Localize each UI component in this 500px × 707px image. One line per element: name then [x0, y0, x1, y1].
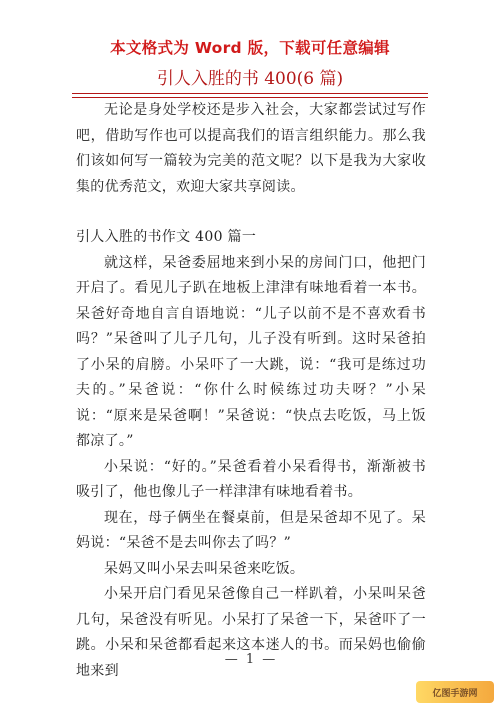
- page-dash-left: —: [224, 652, 238, 667]
- document-title: 引人入胜的书 400(6 篇): [156, 69, 344, 89]
- download-banner: 本文格式为 Word 版，下载可任意编辑: [110, 39, 390, 57]
- section-heading: 引人入胜的书作文 400 篇一: [76, 229, 257, 245]
- body-paragraph: 现在，母子俩坐在餐桌前，但是呆爸却不见了。呆妈说：“呆爸不是去叫你去了吗？”: [76, 509, 426, 551]
- watermark-logo: [416, 681, 494, 703]
- page-dash-right: —: [262, 652, 276, 667]
- body-paragraph: 呆妈又叫小呆去叫呆爸来吃饭。: [104, 560, 305, 577]
- paragraph-gap: [76, 200, 426, 225]
- body-paragraph: 小呆开启门看见呆爸像自己一样趴着，小呆叫呆爸几句，呆爸没有听见。小呆打了呆爸一下，呆爸吓了一跳。小呆和呆爸都看起来这本迷人的书。而呆妈也偷偷地来到: [76, 586, 426, 679]
- page-footer: [0, 652, 500, 667]
- intro-paragraph: 无论是身处学校还是步入社会，大家都尝试过写作吧，借助写作也可以提高我们的语言组织能力。那么我们该如何写一篇较为完美的范文呢？以下是我为大家收集的优秀范文，欢迎大家共享阅读。: [76, 102, 426, 195]
- title-rule-thick: [72, 93, 428, 94]
- page-number: 1: [245, 652, 255, 667]
- body-paragraph: 就这样，呆爸委屈地来到小呆的房间门口，他把门开启了。看见儿子趴在地板上津津有味地看着一本书。呆爸好奇地自言自语地说：“儿子以前不是不喜欢看书吗？”呆爸叫了儿子几句，儿子没有听到。这时呆爸拍了小呆的肩膀。小呆吓了一大跳，说：“我可是练过功夫的。”呆爸说：“你什么时候练过功夫呀？”小呆说：“原来是呆爸啊！”呆爸说：“快点去吃饭，马上饭都凉了。”: [76, 254, 426, 449]
- body-paragraph: 小呆说：“好的。”呆爸看着小呆看得书，渐渐被书吸引了，他也像儿子一样津津有味地看着书。: [76, 458, 426, 500]
- watermark-text: 亿图手游网: [432, 688, 478, 699]
- document-body: [76, 98, 426, 684]
